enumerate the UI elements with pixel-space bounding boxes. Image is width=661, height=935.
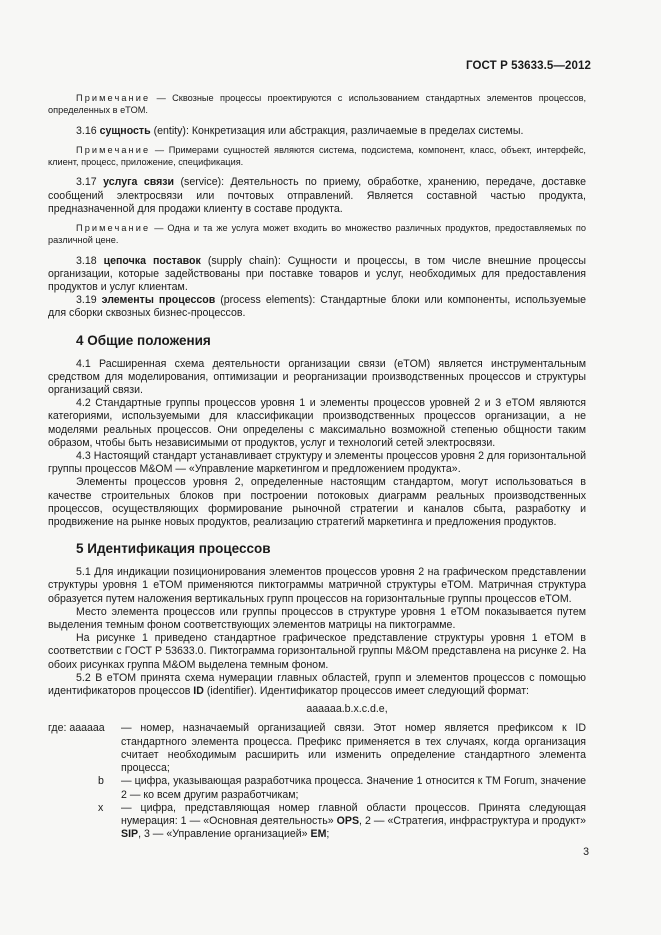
- note: [48, 223, 586, 247]
- definition-text: — цифра, указывающая разработчика процесса. Значение 1 относится к TM Forum, значение 2 — ко всем другим разработчикам;: [121, 775, 586, 801]
- section-heading: 5 Идентификация процессов: [76, 541, 271, 557]
- term-name: цепочка поставок: [103, 254, 201, 267]
- definition-item: [48, 802, 586, 842]
- paragraph: 5.1 Для индикации позиционирования элементов процессов уровня 2 на графическом представлении структуры уровня 1 eTOM применяются пиктограммы матричной структуры eTOM. Матричная структура образуется путем наложения вертикальных групп процессов на горизонтальные группы процессов eTOM.: [48, 566, 586, 605]
- paragraph: 4.1 Расширенная схема деятельности организации связи (eTOM) является инструментальным средством для моделирования, оптимизации и реорганизации производственных процессов и структуры организаций связи.: [48, 357, 586, 397]
- note: [48, 93, 586, 117]
- term-number: 3.18: [76, 254, 97, 267]
- definition-part: — цифра, представляющая номер главной области процессов. Принята следующая нумерация: 1 — «Основная деятельность»: [121, 801, 586, 827]
- page-content: [48, 86, 586, 841]
- paragraph: На рисунке 1 приведено стандартное графическое представление структуры уровня 1 eTOM в соответствии с ГОСТ Р 53633.0. Пиктограмма горизонтальной группы M&OM представлена на рисунке 2. На обоих рисунках группа M&OM выделена темным фоном.: [48, 632, 586, 671]
- term-definition: [48, 255, 586, 295]
- abbr-em: EM: [310, 828, 327, 841]
- paragraph-text: (identifier). Идентификатор процессов имеет следующий формат:: [203, 685, 530, 698]
- definition-key: где: aaaaaa: [48, 722, 105, 735]
- note-label: Примечание: [76, 93, 151, 103]
- abbr-ops: OPS: [336, 814, 360, 827]
- term-name: элементы процессов: [101, 294, 216, 307]
- definition-part: , 2 — «Стратегия, инфраструктура и продукт»: [359, 814, 586, 827]
- abbr-sip: SIP: [121, 828, 139, 841]
- paragraph-text: 5.2 В eTOM принята схема нумерации главных областей, групп и элементов процессов с помощью идентификаторов процессов: [48, 671, 586, 698]
- term-text: (process elements): Стандартные блоки или компоненты, используемые для сборки сквозных бизнес-процессов.: [48, 294, 587, 320]
- definition-part: ;: [326, 828, 330, 841]
- page-number: 3: [583, 846, 589, 858]
- term-text: (supply chain): Сущности и процессы, в том числе внешние процессы организации, которые задействованы при поставке товаров и услуг, необходимых для предоставления продуктов и услуг клиентам.: [48, 254, 587, 293]
- note-text: — Одна и та же услуга может входить во множество различных продуктов, предоставляемых по различной цене.: [48, 223, 586, 245]
- term-number: 3.19: [76, 294, 97, 307]
- section-heading: 4 Общие положения: [76, 332, 211, 348]
- definition-part: , 3 — «Управление организацией»: [138, 828, 311, 841]
- term-definition: [48, 125, 586, 138]
- document-code: ГОСТ Р 53633.5—2012: [466, 60, 591, 72]
- definition-text: — номер, назначаемый организацией связи. Этот номер является префиксом к ID стандартного элемента процесса. Префикс применяется в тех случаях, когда организация считает необходимым расширить или изменить определение стандартного элемента процесса;: [121, 722, 586, 775]
- note-label: Примечание: [76, 144, 151, 155]
- definition-key: b: [98, 775, 104, 788]
- definition-item: [48, 775, 586, 801]
- term-number: 3.17: [76, 176, 97, 189]
- id-label: ID: [193, 685, 204, 698]
- definition-key: x: [98, 801, 104, 814]
- term-text: (entity): Конкретизация или абстракция, различаемые в пределах системы.: [153, 124, 524, 137]
- paragraph: Место элемента процессов или группы процессов в структуре уровня 1 eTOM показывается путем выделения темным фоном соответствующих элементов матрицы на пиктограмме.: [48, 605, 586, 632]
- term-name: услуга связи: [103, 176, 175, 189]
- term-name: сущность: [99, 124, 151, 137]
- paragraph: Элементы процессов уровня 2, определенные настоящим стандартом, могут использоваться в качестве строительных блоков при построении потоковых диаграмм реальных производственных процессов, осуществляющих формирование рыночной стратегии и каналов сбыта, разработку и продвижение на рынке новых продуктов, реализацию стратегий маркетинга и предложения продуктов.: [48, 476, 586, 529]
- term-number: 3.16: [76, 124, 97, 137]
- paragraph: 4.3 Настоящий стандарт устанавливает структуру и элементы процессов уровня 2 для горизонтальной группы процессов M&OM — «Управление маркетингом и предложением продукта».: [48, 450, 586, 476]
- note: [48, 145, 586, 169]
- term-text: (service): Деятельность по приему, обработке, хранению, передаче, доставке сообщений электросвязи или почтовых отправлений. Является составной частью продукта, предназначенной для продажи клиенту в составе продукта.: [48, 176, 586, 215]
- id-format-formula: aaaaaa.b.x.c.d.e,: [306, 703, 388, 716]
- definition-text: [121, 802, 586, 842]
- term-definition: [48, 176, 586, 216]
- note-text: — Сквозные процессы проектируются с использованием стандартных элементов процессов, определенных в eTOM.: [48, 93, 587, 115]
- definition-item: [48, 722, 586, 775]
- note-text: — Примерами сущностей являются система, подсистема, компонент, класс, объект, интерфейс, клиент, процесс, приложение, спецификация.: [48, 144, 586, 167]
- term-definition: [48, 294, 586, 320]
- paragraph: [48, 672, 586, 698]
- paragraph: 4.2 Стандартные группы процессов уровня 1 и элементы процессов уровней 2 и 3 eTOM являются категориями, используемыми для классификации производственных процессов организации, а не моделями реальных процессов. Они определены с максимально возможной степенью общности таким образом, чтобы быть независимыми от продуктов, услуг и технологий сетей электросвязи.: [48, 397, 586, 449]
- note-label: Примечание: [76, 223, 151, 233]
